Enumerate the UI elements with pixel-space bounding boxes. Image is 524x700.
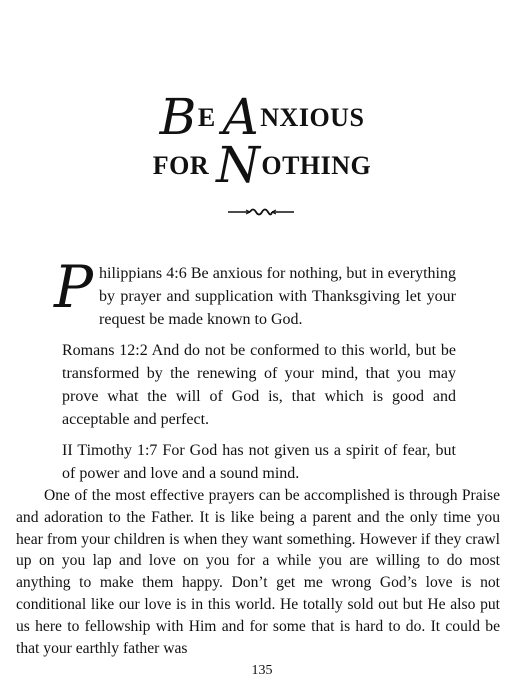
scripture-timothy: II Timothy 1:7 For God has not given us a spirit of fear, but of power and love and a sound mind. (62, 442, 456, 482)
philippians-text: hilippians 4:6 Be anxious for nothing, but in everything by prayer and supplication with Thanksgiving let your request be made known to God. (99, 265, 456, 328)
body-paragraph: One of the most effective prayers can be accomplished is through Praise and adoration to the Father. It is like being a parent and the only time you hear from your children is when they want something. However if they crawl up on you lap and love on you for a while you are willing to do most anything to make them happy. Don’t get me wrong God’s love is not conditional like our love is in this world. He totally sold out but He also put us here to fellowship with Him and for some that is hard to do. It could be that your earthly father was (16, 487, 500, 657)
title-nothing-rest: OTHING (261, 151, 372, 180)
title-word-for: FOR (152, 151, 210, 180)
chapter-title-line-2 (0, 136, 524, 194)
title-initial-a: A (222, 88, 260, 146)
scripture-philippians (54, 253, 456, 331)
ornament-divider-icon (226, 206, 296, 218)
title-initial-n: N (216, 136, 261, 194)
page-number: 135 (251, 663, 273, 678)
scripture-romans: Romans 12:2 And do not be conformed to this world, but be transformed by the renewing of your mind, that you may prove what the will of God is, that which is good and acceptable and perfect. (62, 342, 456, 428)
title-small-e: E (197, 103, 216, 132)
title-initial-b: B (159, 88, 197, 146)
title-anxious-rest: NXIOUS (260, 103, 365, 132)
chapter-title-line-1 (0, 88, 524, 146)
drop-cap-p: P (54, 253, 94, 321)
